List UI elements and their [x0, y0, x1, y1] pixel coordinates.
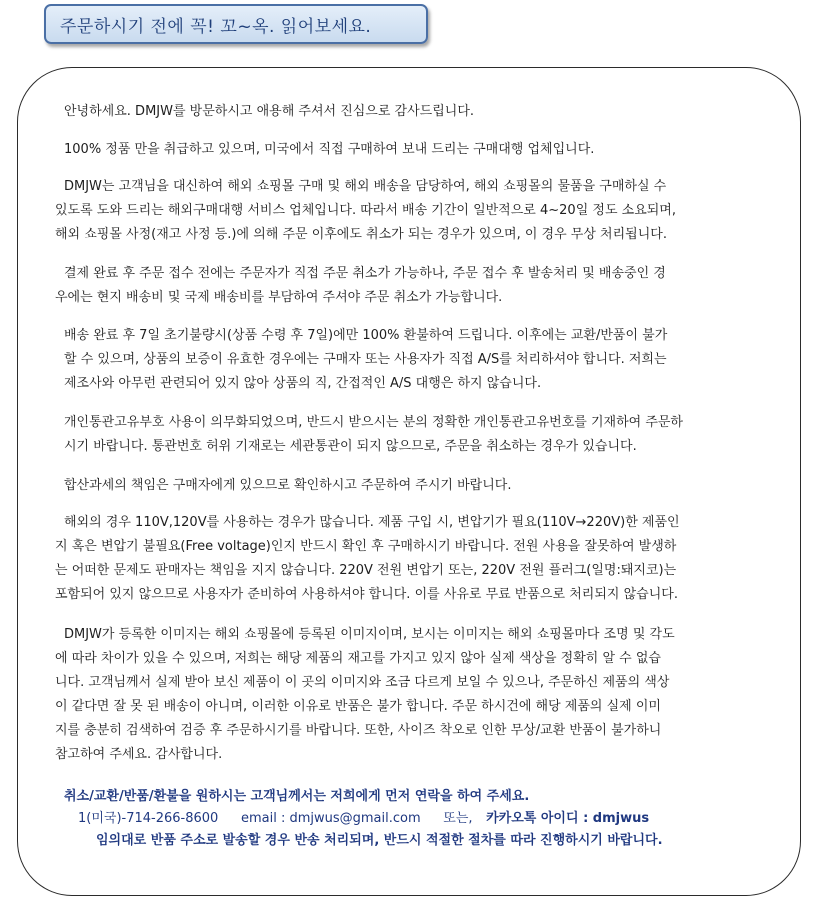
notice-paragraph-voltage	[55, 511, 680, 607]
notice-line: 해외 쇼핑몰 사정(재고 사정 등.)에 의해 주문 이후에도 취소가 되는 경우가 있으며, 이 경우 무상 처리됩니다.	[55, 227, 667, 242]
notice-line: 에 따라 차이가 있을 수 있으며, 저희는 해당 제품의 재고를 가지고 있지 않아 실제 색상을 정확히 알 수 없습	[55, 651, 661, 666]
notice-line: 결제 완료 후 주문 접수 전에는 주문자가 직접 주문 취소가 가능하나, 주문 접수 후 발송처리 및 배송중인 경	[64, 266, 666, 281]
notice-paragraph-cancel	[55, 262, 666, 310]
notice-line: 해외의 경우 110V,120V를 사용하는 경우가 많습니다. 제품 구입 시, 변압기가 필요(110V→220V)한 제품인	[64, 515, 680, 530]
notice-line: 지를 충분히 검색하여 검증 후 주문하시기를 바랍니다. 또한, 사이즈 착오로 인한 무상/교환 반품이 불가하니	[55, 723, 662, 738]
notice-line: 시기 바랍니다. 통관번호 허위 기재로는 세관통관이 되지 않으므로, 주문을 취소하는 경우가 있습니다.	[64, 439, 637, 454]
contact-phone: 1(미국)-714-266-8600	[78, 811, 219, 826]
notice-paragraph-greeting	[64, 100, 474, 124]
notice-title-banner	[44, 4, 428, 44]
notice-line: DMJW가 등록한 이미지는 해외 쇼핑몰에 등록된 이미지이며, 보시는 이미지는 해외 쇼핑몰마다 조명 및 각도	[64, 627, 675, 642]
notice-line: 안녕하세요. DMJW를 방문하시고 애용해 주셔서 진심으로 감사드립니다.	[64, 104, 475, 119]
contact-details	[78, 808, 649, 830]
notice-paragraph-service	[55, 175, 676, 247]
notice-paragraph-refund	[64, 324, 667, 396]
contact-warning: 임의대로 반품 주소로 발송할 경우 반송 처리되며, 반드시 적절한 절차를 따라 진행하시기 바랍니다.	[96, 833, 663, 848]
notice-paragraph-authentic	[64, 138, 594, 162]
notice-line: 있도록 도와 드리는 해외구매대행 서비스 업체입니다. 따라서 배송 기간이 일반적으로 4~20일 정도 소요되며,	[55, 203, 676, 218]
notice-line: 참고하여 주세요. 감사합니다.	[55, 747, 223, 762]
notice-line: 100% 정품 만을 취급하고 있으며, 미국에서 직접 구매하여 보내 드리는 구매대행 업체입니다.	[64, 142, 595, 157]
notice-line: 지 혹은 변압기 불필요(Free voltage)인지 반드시 확인 후 구매하시기 바랍니다. 전원 사용을 잘못하여 발생하	[55, 539, 677, 554]
notice-line: 배송 완료 후 7일 초기불량시(상품 수령 후 7일)에만 100% 환불하여 드립니다. 이후에는 교환/반품이 불가	[64, 328, 668, 343]
notice-paragraph-images	[55, 623, 675, 767]
notice-paragraph-tax	[64, 474, 511, 498]
notice-line: 제조사와 아무런 관련되어 있지 않아 상품의 직, 간접적인 A/S 대행은 하지 않습니다.	[64, 376, 542, 391]
notice-line: DMJW는 고객님을 대신하여 해외 쇼핑몰 구매 및 해외 배송을 담당하여, 해외 쇼핑몰의 물품을 구매하실 수	[64, 179, 667, 194]
contact-request: 취소/교환/반품/환불을 원하시는 고객님께서는 저희에게 먼저 연락을 하여 주세요.	[64, 789, 530, 804]
notice-line: 는 어떠한 문제도 판매자는 책임을 지지 않습니다. 220V 전원 변압기 또는, 220V 전원 플러그(일명:돼지코)는	[55, 563, 677, 578]
notice-title: 주문하시기 전에 꼭! 꼬~옥. 읽어보세요.	[60, 16, 372, 37]
notice-line: 우에는 현지 배송비 및 국제 배송비를 부담하여 주셔야 주문 취소가 가능합니다.	[55, 290, 503, 305]
notice-paragraph-customs	[64, 411, 683, 459]
notice-line: 포함되어 있지 않으므로 사용자가 준비하여 사용하셔야 합니다. 이를 사유로 무료 반품으로 처리되지 않습니다.	[55, 587, 678, 602]
contact-or: 또는,	[443, 811, 473, 826]
notice-line: 합산과세의 책임은 구매자에게 있으므로 확인하시고 주문하여 주시기 바랍니다.	[64, 478, 512, 493]
notice-line: 개인통관고유부호 사용이 의무화되었으며, 반드시 받으시는 분의 정확한 개인통관고유번호를 기재하여 주문하	[64, 415, 683, 430]
notice-line: 이 같다면 잘 못 된 배송이 아니며, 이러한 이유로 반품은 불가 합니다. 주문 하시건에 해당 제품의 실제 이미	[55, 699, 661, 714]
notice-line: 할 수 있으며, 상품의 보증이 유효한 경우에는 구매자 또는 사용자가 직접 A/S를 처리하셔야 합니다. 저희는	[64, 352, 667, 367]
contact-email: email : dmjwus@gmail.com	[240, 811, 421, 826]
notice-line: 니다. 고객님께서 실제 받아 보신 제품이 이 곳의 이미지와 조금 다르게 보일 수 있으나, 주문하신 제품의 색상	[55, 675, 670, 690]
contact-kakao: 카카오톡 아이디 : dmjwus	[486, 811, 650, 826]
